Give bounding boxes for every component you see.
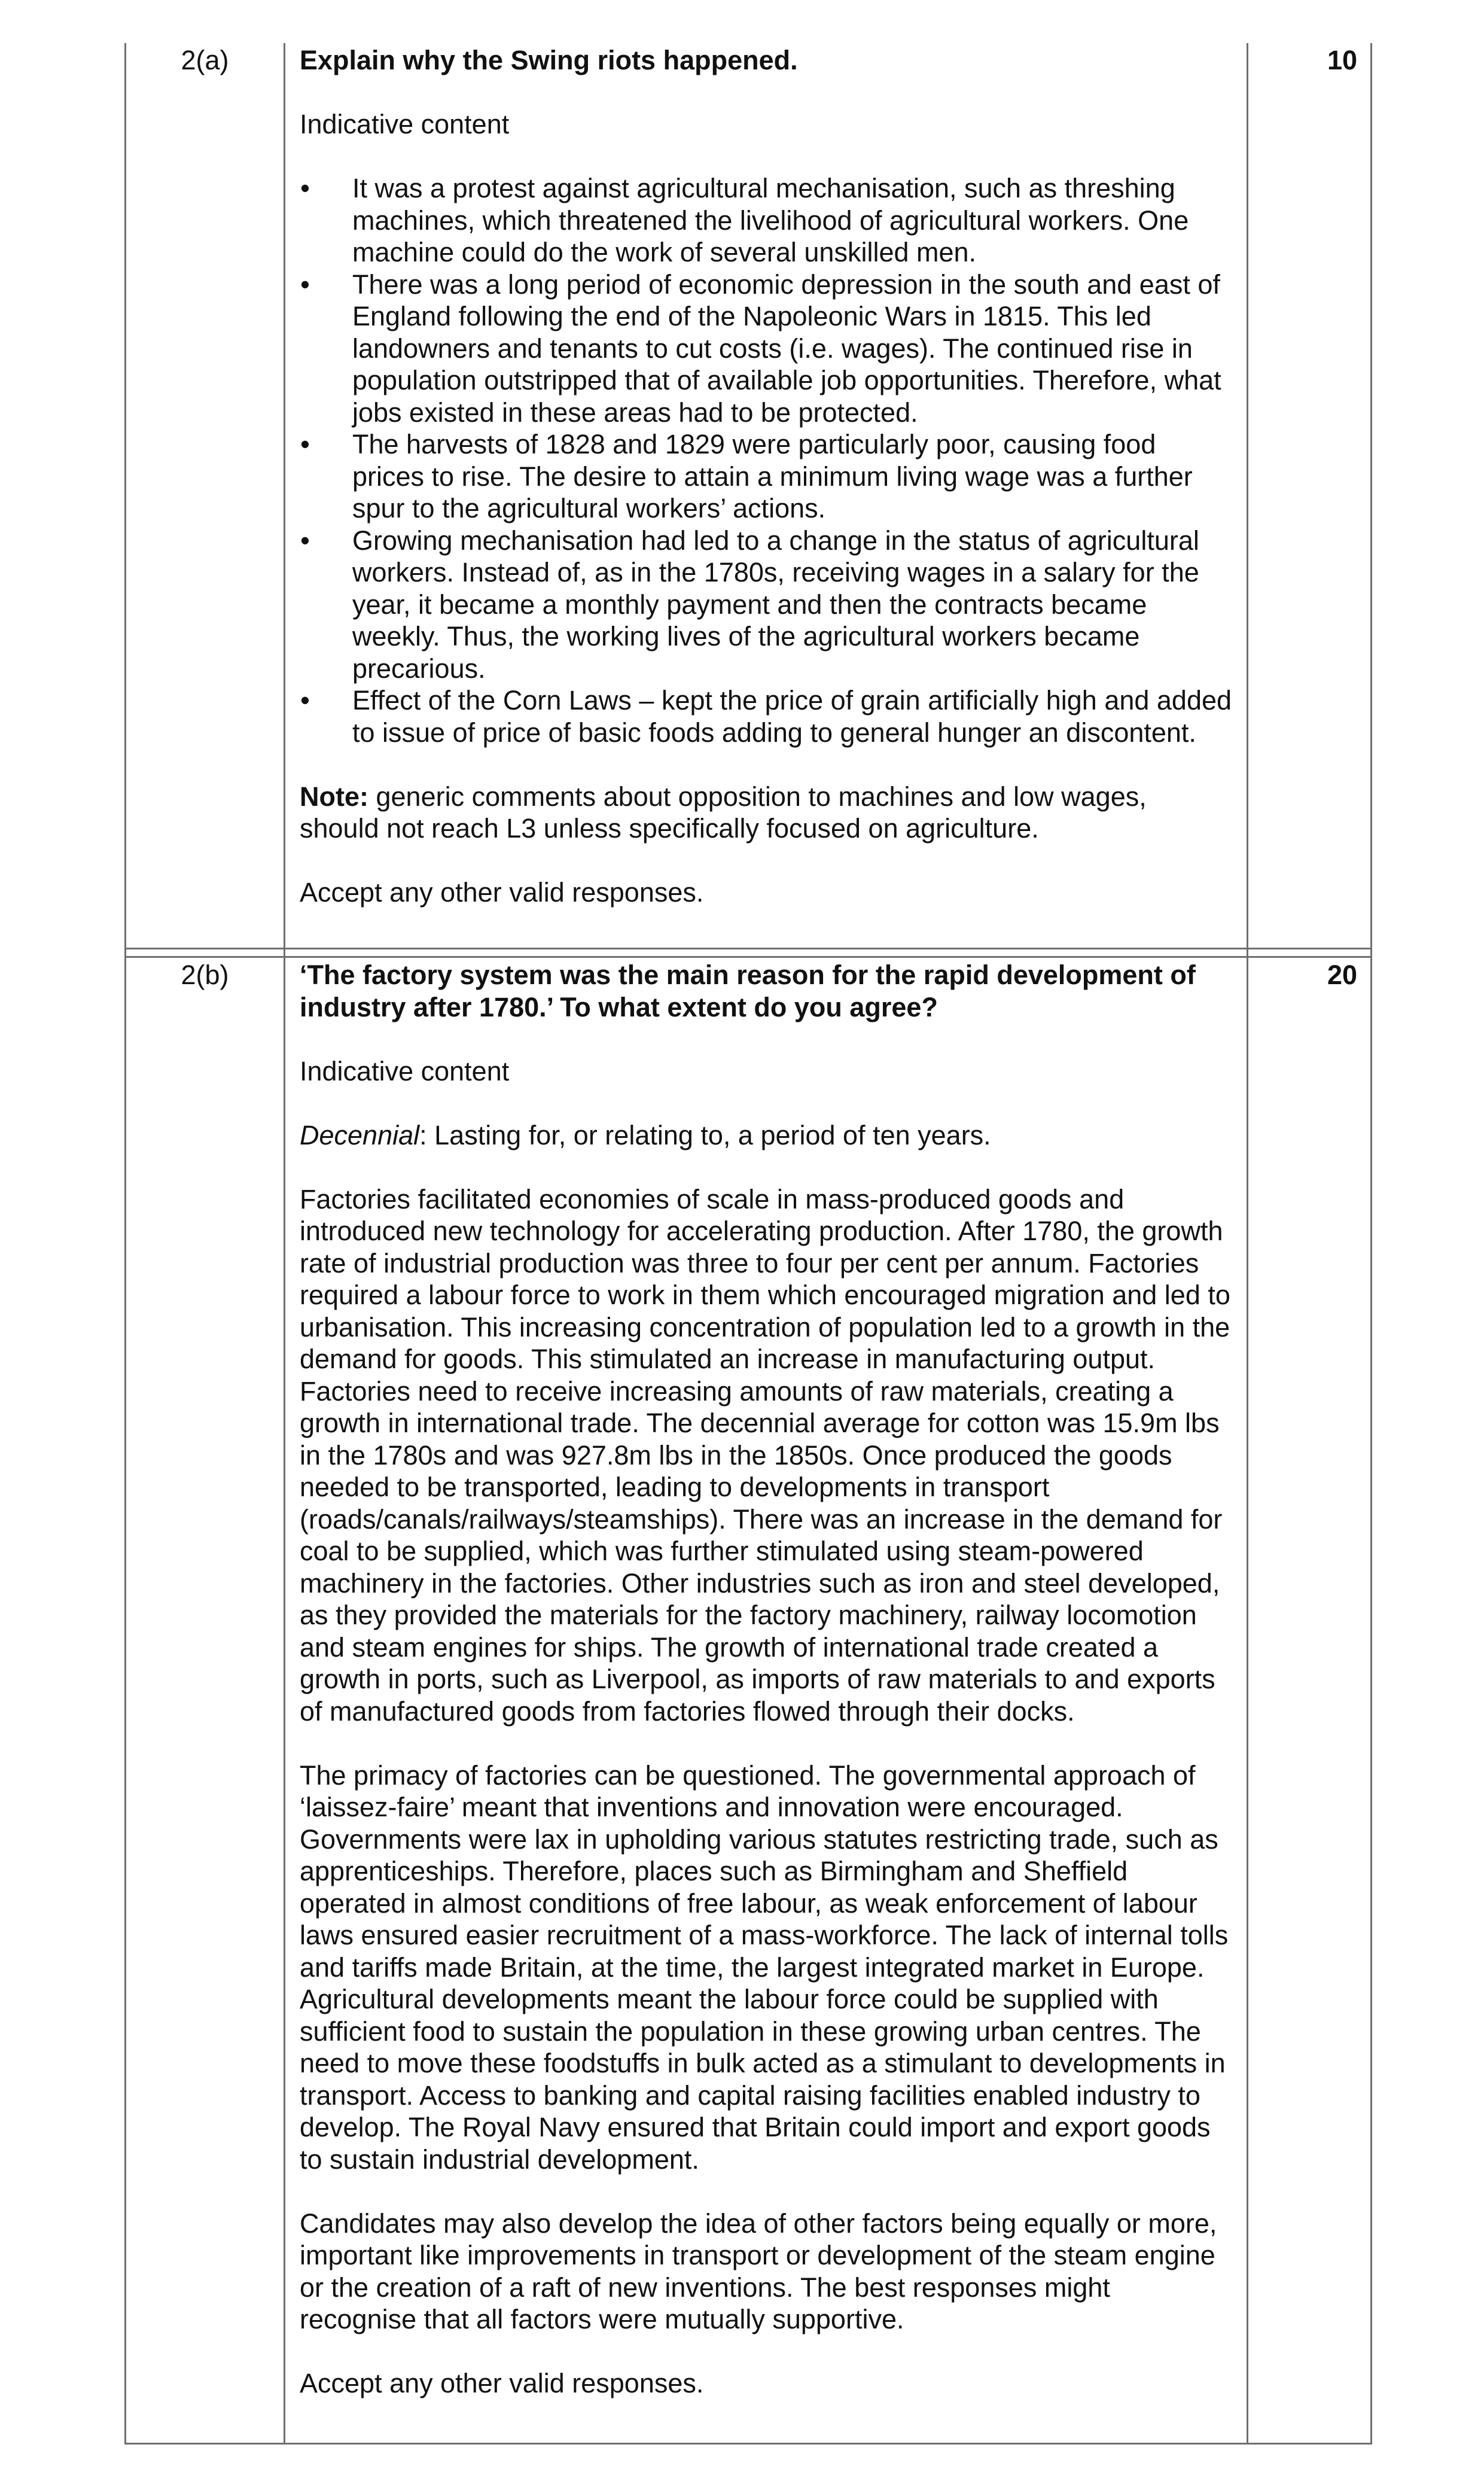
question-row-2a xyxy=(126,43,1372,949)
question-row-2b xyxy=(126,957,1372,2444)
mark-scheme-table xyxy=(124,43,1372,2445)
list-item: • It was a protest against agricultural mechanisation, such as threshing machines, which threatened the livelihood of agricultural workers. One machine could do the work of several unskilled men. xyxy=(300,173,1189,267)
question-number: 2(b) xyxy=(126,957,285,2444)
note-label: Note: xyxy=(300,781,368,812)
question-number: 2(a) xyxy=(126,43,285,949)
paragraph: Factories facilitated economies of scale in mass-produced goods and introduced new technology for accelerating production. After 1780, the growth rate of industrial production was three to four per cent per annum. Factories required a labour force to work in them which encouraged migration and led to urbanisation. This increasing concentration of population led to a growth in the demand for goods. This stimulated an increase in manufacturing output. Factories need to receive increasing amounts of raw materials, creating a growth in international trade. The decennial average for cotton was 15.9m lbs in the 1780s and was 927.8m lbs in the 1850s. Once produced the goods needed to be transported, leading to developments in transport (roads/canals/railways/steamships). There was an increase in the demand for coal to be supplied, which was further stimulated using steam-powered machinery in the factories. Other industries such as iron and steel developed, as they provided the materials for the factory machinery, railway locomotion and steam engines for ships. The growth of international trade created a growth in ports, such as Liverpool, as imports of raw materials to and exports of manufactured goods from factories flowed through their docks. xyxy=(300,1183,1230,1727)
bullet-icon: • xyxy=(300,269,310,300)
note-text: generic comments about opposition to machines and low wages, should not reach L3 unless specifically focused on agriculture. xyxy=(300,781,1147,844)
bullet-icon: • xyxy=(300,173,310,203)
row-separator xyxy=(126,949,1372,957)
bullet-list xyxy=(300,172,1232,748)
question-text: ‘The factory system was the main reason for the rapid development of industry after 1780.’ To what extent do you agree? xyxy=(300,960,1196,1022)
list-item: • Growing mechanisation had led to a change in the status of agricultural workers. Instead of, as in the 1780s, receiving wages in a salary for the year, it became a monthly payment and then the contracts became weekly. Thus, the working lives of the agricultural workers became precarious. xyxy=(300,525,1199,684)
question-content xyxy=(285,957,1248,2444)
closing-text: Accept any other valid responses. xyxy=(300,877,704,908)
list-item: • There was a long period of economic depression in the south and east of England following the end of the Napoleonic Wars in 1815. This led landowners and tenants to cut costs (i.e. wages). The continued rise in population outstripped that of available job opportunities. Therefore, what jobs existed in these areas had to be protected. xyxy=(300,269,1221,428)
definition xyxy=(300,1119,1232,1152)
indicative-content-heading: Indicative content xyxy=(300,1055,510,1086)
mark-value: 10 xyxy=(1248,43,1372,949)
examiner-note xyxy=(300,781,1232,845)
bullet-icon: • xyxy=(300,685,310,716)
indicative-content-heading: Indicative content xyxy=(300,109,510,139)
paragraph: The primacy of factories can be questioned. The governmental approach of ‘laissez-faire’ meant that inventions and innovation were encouraged. Governments were lax in upholding various statutes restricting trade, such as apprenticeships. Therefore, places such as Birmingham and Sheffield operated in almost conditions of free labour, as weak enforcement of labour laws ensured easier recruitment of a mass-workforce. The lack of internal tolls and tariffs made Britain, at the time, the largest integrated market in Europe. Agricultural developments meant the labour force could be supplied with sufficient food to sustain the population in these growing urban centres. The need to move these foodstuffs in bulk acted as a stimulant to developments in transport. Access to banking and capital raising facilities enabled industry to develop. The Royal Navy ensured that Britain could import and export goods to sustain industrial development. xyxy=(300,1760,1229,2175)
list-item: • Effect of the Corn Laws – kept the price of grain artificially high and added to issue of price of basic foods adding to general hunger an discontent. xyxy=(300,685,1232,748)
bullet-icon: • xyxy=(300,429,310,459)
list-item: • The harvests of 1828 and 1829 were particularly poor, causing food prices to rise. The desire to attain a minimum living wage was a further spur to the agricultural workers’ actions. xyxy=(300,429,1193,523)
definition-term: Decennial xyxy=(300,1119,420,1150)
definition-text: : Lasting for, or relating to, a period of ten years. xyxy=(419,1119,991,1150)
mark-value: 20 xyxy=(1248,957,1372,2444)
question-content xyxy=(285,43,1248,949)
closing-text: Accept any other valid responses. xyxy=(300,2368,704,2398)
paragraph: Candidates may also develop the idea of other factors being equally or more, important like improvements in transport or development of the steam engine or the creation of a raft of new inventions. The best responses might recognise that all factors were mutually supportive. xyxy=(300,2208,1217,2334)
bullet-icon: • xyxy=(300,525,310,556)
question-text: Explain why the Swing riots happened. xyxy=(300,45,798,75)
